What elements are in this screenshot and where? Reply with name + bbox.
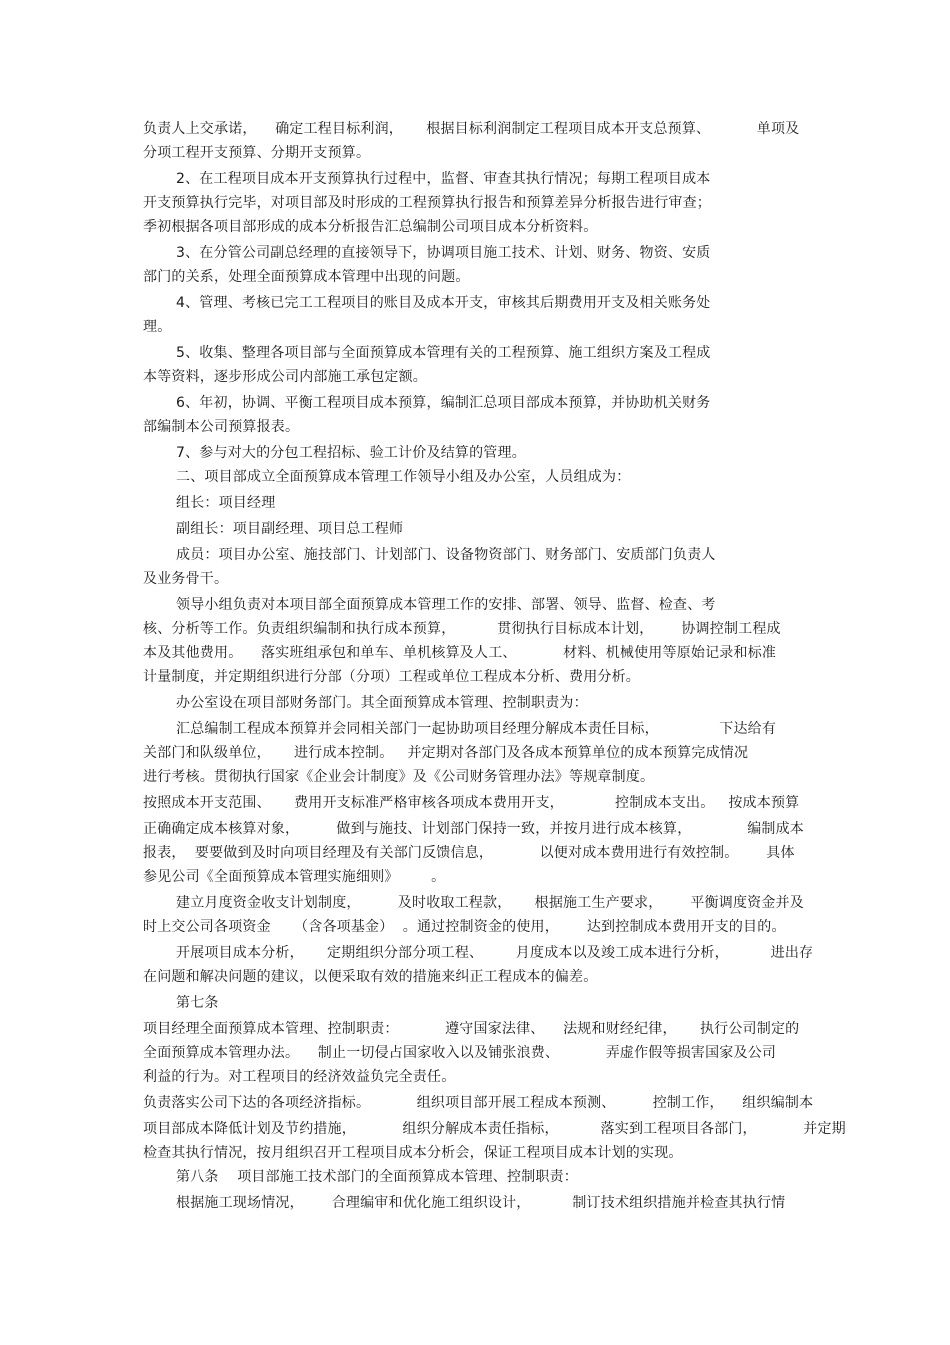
text-line: 及业务骨干。: [143, 571, 229, 587]
text-line: 开支预算执行完毕，对项目部及时形成的工程预算执行报告和预算差异分析报告进行审查；: [143, 195, 711, 211]
text-line: 4、管理、考核已完工工程项目的账目及成本开支，审核其后期费用开支及相关账务处: [176, 295, 711, 311]
text-line: 成员：项目办公室、施技部门、计划部门、设备物资部门、财务部门、安质部门负责人: [176, 547, 716, 563]
text-line: 进行考核。贯彻执行国家《企业会计制度》及《公司财务管理办法》等规章制度。: [143, 769, 655, 785]
text-line: 报表， 要要做到及时向项目经理及有关部门反馈信息， 以便对成本费用进行有效控制。 具体: [143, 845, 795, 861]
text-line: 本等资料，逐步形成公司内部施工承包定额。: [143, 369, 427, 385]
text-line: 项目经理全面预算成本管理、控制职责： 遵守国家法律、 法规和财经纪律， 执行公司制定的: [143, 1021, 800, 1037]
text-line: 项目部成本降低计划及节约措施， 组织分解成本责任指标， 落实到工程项目各部门， 并定期: [143, 1121, 846, 1137]
text-line: 参见公司《全面预算成本管理实施细则》 。: [143, 869, 446, 885]
text-line: 领导小组负责对本项目部全面预算成本管理工作的安排、部署、领导、监督、检查、考: [176, 597, 716, 613]
text-line: 计量制度，并定期组织进行分部（分项）工程或单位工程成本分析、费用分析。: [143, 669, 640, 685]
text-line: 根据施工现场情况， 合理编审和优化施工组织设计， 制订技术组织措施并检查其执行情: [176, 1195, 786, 1211]
text-line: 2、在工程项目成本开支预算执行过程中，监督、审查其执行情况；每期工程项目成本: [176, 171, 711, 187]
text-line: 办公室设在项目部财务部门。其全面预算成本管理、控制职责为：: [176, 695, 588, 711]
text-line: 检查其执行情况，按月组织召开工程项目成本分析会，保证工程项目成本计划的实现。: [143, 1145, 683, 1161]
text-line: 副组长：项目副经理、项目总工程师: [176, 521, 404, 537]
text-line: 按照成本开支范围、 费用开支标准严格审核各项成本费用开支， 控制成本支出。 按成本预算: [143, 795, 800, 811]
text-line: 5、收集、整理各项目部与全面预算成本管理有关的工程预算、施工组织方案及工程成: [176, 345, 711, 361]
text-line: 核、分析等工作。负责组织编制和执行成本预算， 贯彻执行目标成本计划， 协调控制工程成: [143, 621, 781, 637]
text-line: 6、年初，协调、平衡工程项目成本预算，编制汇总项目部成本预算，并协助机关财务: [176, 395, 711, 411]
text-line: 二、项目部成立全面预算成本管理工作领导小组及办公室，人员组成为：: [176, 469, 631, 485]
text-line: 建立月度资金收支计划制度， 及时收取工程款， 根据施工生产要求， 平衡调度资金并及: [176, 895, 804, 911]
text-line: 本及其他费用。 落实班组承包和单车、单机核算及人工、 材料、机械使用等原始记录和标准: [143, 645, 777, 661]
text-line: 全面预算成本管理办法。 制止一切侵占国家收入以及铺张浪费、 弄虚作假等损害国家及公司: [143, 1045, 777, 1061]
text-line: 负责落实公司下达的各项经济指标。 组织项目部开展工程成本预测、 控制工作， 组织编制本: [143, 1095, 814, 1111]
text-line: 3、在分管公司副总经理的直接领导下，协调项目施工技术、计划、财务、物资、安质: [176, 245, 711, 261]
text-line: 汇总编制工程成本预算并会同相关部门一起协助项目经理分解成本责任目标， 下达给有: [176, 721, 777, 737]
text-line: 负责人上交承诺， 确定工程目标利润， 根据目标利润制定工程项目成本开支总预算、 单项及: [143, 121, 800, 137]
section-heading: 第七条: [176, 995, 219, 1011]
text-line: 部门的关系，处理全面预算成本管理中出现的问题。: [143, 269, 470, 285]
text-line: 理。: [143, 319, 172, 335]
text-line: 在问题和解决问题的建议，以便采取有效的措施来纠正工程成本的偏差。: [143, 969, 598, 985]
text-line: 7、参与对大的分包工程招标、验工计价及结算的管理。: [176, 445, 526, 461]
text-line: 开展项目成本分析， 定期组织分部分项工程、 月度成本以及竣工成本进行分析， 进出存: [176, 945, 814, 961]
text-line: 部编制本公司预算报表。: [143, 419, 300, 435]
text-line: 正确确定成本核算对象， 做到与施技、计划部门保持一致，并按月进行成本核算， 编制成本: [143, 821, 805, 837]
text-line: 分项工程开支预算、分期开支预算。: [143, 145, 371, 161]
text-line: 时上交公司各项资金 （含各项基金） 。通过控制资金的使用， 达到控制成本费用开支的目的。: [143, 919, 786, 935]
text-line: 关部门和队级单位， 进行成本控制。 并定期对各部门及各成本预算单位的成本预算完成情况: [143, 745, 749, 761]
text-line: 利益的行为。对工程项目的经济效益负完全责任。: [143, 1069, 456, 1085]
text-line: 季初根据各项目部形成的成本分析报告汇总编制公司项目成本分析资料。: [143, 219, 598, 235]
text-line: 组长：项目经理: [176, 495, 276, 511]
section-heading: 第八条 项目部施工技术部门的全面预算成本管理、控制职责：: [176, 1169, 578, 1185]
